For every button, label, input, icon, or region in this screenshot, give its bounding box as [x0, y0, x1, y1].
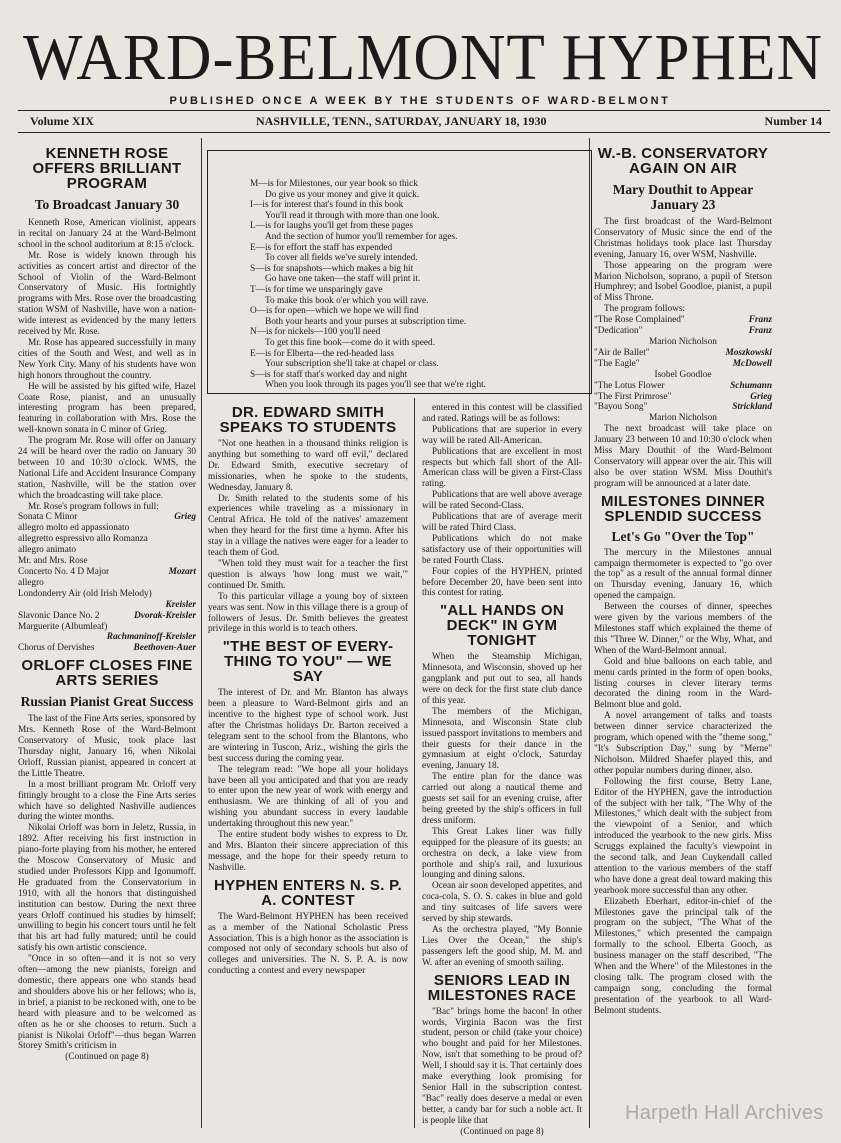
article-body: [18, 218, 196, 512]
column-2: [208, 405, 408, 977]
paragraph: Mr. Rose's program follows in full:: [28, 501, 159, 512]
program-piece: "Air de Ballet": [594, 347, 650, 358]
program-item: Isobel Goodloe: [654, 369, 712, 380]
headline: ORLOFF CLOSES FINE ARTS SERIES: [21, 657, 193, 690]
program-item: [18, 632, 196, 643]
program-piece: allegro molto ed appassionato: [18, 523, 130, 534]
paragraph: Dr. Smith related to the students some of his experiences while traveling as a missionary in Central Africa. He told of the natives' amazement when they heard for the first time a hymn. After his stay in a village the natives were eager for a leader to teach them of God.: [208, 493, 408, 559]
program-item: [594, 348, 772, 359]
paragraph: The interest of Dr. and Mr. Blanton has always been a pleasure to Ward-Belmont girls and an incentive to the highest type of school work. Just after the Christmas holidays Dr. Barton received a telegram sent to the school from the Blantons, who are wintering in Tuscon, Ariz., wishing the girls the best success during the coming year.: [208, 688, 408, 764]
article-body: [594, 217, 772, 315]
acrostic-line: Go have one taken—the staff will print it.: [265, 274, 421, 285]
program-piece: allegro: [18, 577, 44, 588]
paragraph: The next broadcast will take place on January 23 between 10 and 10:30 o'clock when Miss Mary Douthit of the Ward-Belmont Conservatory will appear over the air. This will also be over station WSM. Miss Douthit's program will be announced at a later date.: [594, 424, 772, 489]
paragraph: The entire student body wishes to express to Dr. and Mrs. Blanton their sincere appreciation of this message, and the hope for their speedy return to Nashville.: [208, 830, 408, 873]
article-body: [594, 424, 772, 489]
paragraph: As the orchestra played, "My Bonnie Lies Over the Ocean," the ship's passengers left the good ship, M. M. and W. after an evening of smooth sailing.: [422, 924, 582, 968]
paragraph: The mercury in the Milestones annual campaign thermometer is expected to "go over the top" as a result of the annual formal dinner on Thursday evening, January 16, which opened the campaign.: [594, 547, 772, 602]
acrostic-line: L—is for laughs you'll get from these pages: [250, 221, 414, 232]
subheadline: Let's Go "Over the Top": [611, 528, 755, 544]
paragraph: Four copies of the HYPHEN, printed before December 20, have been sent into this contest for rating.: [422, 566, 582, 599]
program-item: [18, 578, 196, 589]
top-rule: [18, 110, 830, 111]
program-composer: Rachmaninoff-Kreisler: [106, 632, 196, 643]
paragraph: Publications that are of average merit will be rated Third Class.: [422, 512, 582, 533]
column-3: [422, 403, 582, 1137]
program-composer: Kreisler: [165, 599, 196, 610]
acrostic-line: Do give us your money and give it quick.: [265, 189, 420, 200]
article-body: [422, 1007, 582, 1127]
paragraph: Following the first course, Betty Lane, Editor of the HYPHEN, gave the introduction of the subject with her talk, "The Why of the Milestones," which dealt with the subject from the viewpoint of a Senior, and which introduced the yearbook to the new girls. Miss Scruggs explained the faculty's viewpoint in the second talk, and Jean Cuykendall called attention to the various members of the staff who have done a great deal toward making this yearbook more successful than any other.: [594, 776, 772, 896]
article-body: [422, 403, 582, 599]
acrostic-line: To cover all fields we've surely intended.: [265, 253, 418, 264]
paragraph: "Once in so often—and it is not so very often—among the new pianists, foreign and domestic, there appears one who stands head and shoulders above his or her fellows; who is, in brief, a pianist to be reckoned with, one to be heard with pleasure and to be welcomed as often as he or she chooses to return. Such a pianist is Nikolai Orloff"—thus began Warren Storey Smith's criticism in: [18, 954, 196, 1052]
paragraph: Gold and blue balloons on each table, and menu cards printed in the form of open books, listing courses in clever literary terms decorated the dining room in the Ward-Belmont blue and gold.: [594, 656, 772, 711]
paragraph: Mr. Rose is widely known through his activities as concert artist and director of the School of Violin of the Ward-Belmont Conservatory of Music. His fortnightly programs with Mrs. Rose over the broadcasting station WSM of Nashville, have won a nation-wide interest as evidenced by the many letters received by Mr. Rose.: [18, 250, 196, 338]
continued-note: (Continued on page 8): [460, 1126, 544, 1137]
program-piece: "The Lotus Flower: [594, 380, 665, 391]
acrostic-line: And the section of humor you'll remember for ages.: [265, 231, 458, 242]
program-piece: "The First Primrose": [594, 391, 672, 402]
program-piece: Sonata C Minor: [18, 512, 78, 523]
program-composer: Strickland: [732, 402, 772, 413]
program-piece: "The Eagle": [594, 358, 640, 369]
article-body: [208, 912, 408, 977]
program-piece: Mr. and Mrs. Rose: [18, 556, 88, 567]
milestones-acrostic: [250, 179, 580, 391]
program-item: [594, 315, 772, 326]
paragraph: Elizabeth Eberhart, editor-in-chief of the Milestones gave the principal talk of the program on the subject, "The What of the Milestones," which presented the campaign formally to the school. Elberta Gooch, as business manager on the staff described, "The When and the Where" of the Milestones in the closing talk. The program closed with the campaign song, concluding the formal presentation of the yearbook to all Ward-Belmont students.: [594, 896, 772, 1016]
article-body: [594, 548, 772, 1017]
program-piece: Slavonic Dance No. 2: [18, 610, 100, 621]
paragraph: Kenneth Rose, American violinist, appears in recital on January 24 at the Ward-Belmont school in the school auditorium at 8:15 o'clock.: [18, 218, 196, 250]
volume-label: Volume XIX: [30, 114, 94, 128]
headline: MILESTONES DINNER SPLENDID SUCCESS: [600, 492, 765, 525]
paragraph: This Great Lakes liner was fully equipped for the pleasure of its guests; an orchestra on deck, a lake view from porthole and ship's rail, and luxurious lounging and dining salons.: [422, 826, 582, 881]
program-piece: Chorus of Dervishes: [18, 643, 95, 654]
paragraph: "Not one heathen in a thousand thinks religion is anything but something to ward off evil," declared Dr. Edward Smith, executive secretary of missionaries, when he spoke to the students, Wednesday, January 8.: [208, 439, 408, 493]
headline: W.-B. CONSERVATORY AGAIN ON AIR: [597, 145, 769, 177]
acrostic-line: E—is for effort the staff has expended: [250, 242, 393, 253]
article-body: [208, 688, 408, 873]
paragraph: The program Mr. Rose will offer on January 24 will be heard over the radio on January 30 between 10 and 10:30 o'clock. WMS, the National Life and Accident Insurance Company station, Nashville, will be the station over which the broadcasting will take place.: [18, 436, 196, 501]
headline: SENIORS LEAD IN MILESTONES RACE: [427, 971, 577, 1004]
subheadline: To Broadcast January 30: [34, 197, 180, 212]
program-piece: allegro animato: [18, 545, 77, 556]
program-item: [18, 556, 196, 567]
headline: HYPHEN ENTERS N. S. P. A. CONTEST: [213, 876, 403, 909]
program-item: [18, 523, 196, 534]
paragraph: Mr. Rose has appeared successfully in many cities of the South and West, and well as in New York City. Many of his students have won high honors throughout the country.: [18, 337, 196, 381]
paragraph: "Bac" brings home the bacon! In other words, Virginia Bacon was the first student, person or child (take your choice) who bought and paid for her Milestones. Now, isn't that something to be proud of? Well, I should say it is. That certainly does make everything look promising for Senior Hall in the subscription contest. "Bac" really does deserve a medal or even better, a candy bar for such a noble act. It is people like that: [422, 1006, 582, 1126]
paragraph: Publications that are excellent in most respects but which fall short of the All-American class will be given a First-Class rating.: [422, 446, 582, 490]
paragraph: The program follows:: [604, 304, 686, 315]
column-divider: [414, 398, 415, 1128]
program-item: [18, 567, 196, 578]
program-piece: allegretto espressivo allo Romanza: [18, 534, 148, 545]
acrostic-line: To get this fine book—come do it with speed.: [265, 337, 436, 348]
program-composer: Franz: [748, 326, 772, 337]
program-item: [594, 359, 772, 370]
acrostic-line: S—is for snapshots—which makes a big hit: [250, 263, 414, 274]
paragraph: To this particular village a young boy of sixteen years was sent. Now in this village there is a group of followers of Jesus. Dr. Smith believes the greatest privilege in this world is to teach others.: [208, 591, 408, 635]
program-piece: "Dedication": [594, 326, 643, 337]
acrostic-line: S—is for staff that's worked day and night: [250, 369, 408, 380]
program-piece: "Bayou Song": [594, 402, 648, 413]
program-item: [18, 534, 196, 545]
subheadline: Mary Douthit to Appear January 23: [612, 182, 754, 212]
issue-info-line: [18, 114, 830, 130]
program-item: Marion Nicholson: [649, 336, 717, 347]
acrostic-line: M—is for Milestones, our year book so thick: [250, 179, 418, 189]
column-divider: [201, 138, 202, 1128]
masthead-title: WARD-BELMONT HYPHEN: [22, 20, 824, 94]
program-item: [18, 545, 196, 556]
program-piece: Londonderry Air (old Irish Melody): [18, 588, 152, 599]
program-composer: Beethoven-Auer: [133, 643, 196, 654]
program-item: [18, 589, 196, 600]
paragraph: The Ward-Belmont HYPHEN has been received as a member of the National Scholastic Press Association. This is a high honor as the association is composed not only of secondary schools but also of colleges and universities. The N. S. P. A. is now conducting a contest and every newspaper: [208, 911, 408, 977]
program-item: [18, 512, 196, 523]
date-line: NASHVILLE, TENN., SATURDAY, JANUARY 18, 1930: [256, 114, 547, 128]
acrostic-line: Both your hearts and your purses at subscription time.: [265, 316, 467, 327]
paragraph: The entire plan for the dance was carried out along a nautical theme and guests set sail for an evening cruise, after being greeted by the ship's officers in full dress uniform.: [422, 772, 582, 826]
acrostic-line: T—is for time we unsparingly gave: [250, 284, 383, 295]
paragraph: The members of the Michigan, Minnesota, and Wisconsin State club issued passport invitations to members and their guests for their dance in the gymnasium at eight o'clock, Saturday evening, January 18.: [422, 706, 582, 772]
paragraph: Those appearing on the program were Marion Nicholson, soprano, a pupil of Stetson Humphrey; and Isobel Goodloe, pianist, a pupil of Miss Throne.: [594, 260, 772, 304]
headline: DR. EDWARD SMITH SPEAKS TO STUDENTS: [219, 404, 397, 436]
program-piece: "The Rose Complained": [594, 315, 685, 326]
acrostic-line: E—is for Elberta—the red-headed lass: [250, 348, 395, 359]
program-list: [18, 512, 196, 654]
program-item: [18, 600, 196, 611]
program-piece: Concerto No. 4 D Major: [18, 567, 110, 577]
program-composer: Schumann: [730, 380, 772, 391]
acrostic-line: When you look through its pages you'll see that we're right.: [265, 380, 487, 391]
number-label: Number 14: [764, 114, 822, 128]
program-composer: Mozart: [168, 567, 196, 577]
program-item: Marion Nicholson: [649, 413, 717, 424]
program-item: [594, 381, 772, 392]
paragraph: Publications that are well above average will be rated Second-Class.: [422, 490, 582, 512]
paragraph: The first broadcast of the Ward-Belmont Conservatory of Music since the end of the Christmas holidays took place last Thursday evening, January 16, over WSM, Nashville.: [594, 217, 772, 260]
program-item: [594, 402, 772, 413]
paragraph: A novel arrangement of talks and toasts between dinner service characterized the program, which opened with the "theme song," "It's Subscription Day," sung by "Merne" Nicholson. Mildred Shaefer played this, and other popular numbers during dinner, also.: [594, 711, 772, 776]
paragraph: Ocean air soon developed appetites, and coca-cola, S. O. S. cakes in blue and gold and tiny suitcases of life savers were served by ship stewards.: [422, 881, 582, 925]
paragraph: Nikolai Orloff was born in Jeletz, Russia, in 1892. After receiving his first instruction in piano-forte playing from his mother, he entered the Moscow Conservatory of Music and studied under Professors Kipp and Igonumoff. He graduated from the Conservatorium in 1910, with all the honors that distinguished institution can bestow. During the next three years Orloff continued his studies by himself; unwilling to begin his concert tours until he felt that his art had fully matured; until he could satisfy his own artistic conscience.: [18, 823, 196, 954]
archive-watermark: Harpeth Hall Archives: [625, 1102, 824, 1124]
column-4: [594, 146, 772, 1017]
acrostic-line: O—is for open—which we hope we will find: [250, 306, 419, 317]
acrostic-line: To make this book o'er which you will rave.: [265, 295, 429, 306]
paragraph: Publications which do not make satisfactory use of their opportunities will be rated Fourth Class.: [422, 533, 582, 566]
column-1: [18, 146, 196, 1063]
headline: "ALL HANDS ON DECK" IN GYM TONIGHT: [439, 602, 565, 650]
masthead-subtitle: PUBLISHED ONCE A WEEK BY THE STUDENTS OF WARD-BELMONT: [169, 95, 671, 107]
paragraph: In a most brilliant program Mr. Orloff very fittingly brought to a close the Fine Arts series which have so delighted Nashville audiences during the winter months.: [18, 779, 196, 823]
program-piece: Marguerite (Albumleaf): [18, 621, 108, 632]
program-composer: McDowell: [732, 358, 772, 369]
program-composer: Franz: [748, 315, 772, 326]
program-item: [18, 611, 196, 622]
program-item: [18, 622, 196, 633]
acrostic-line: I—is for interest that's found in this book: [250, 200, 404, 211]
paragraph: The last of the Fine Arts series, sponsored by Mrs. Kenneth Rose of the Ward-Belmont Conservatory of Music, took place last Thursday night, January 16, when Nikolai Orloff, Russian pianist, appeared in concert at the Little Theatre.: [18, 714, 196, 779]
article-body: [18, 714, 196, 1052]
subheadline: Russian Pianist Great Success: [20, 694, 194, 710]
paragraph: "When told they must wait for a teacher the first question is always 'how long must we wait,'" continued Dr. Smith.: [208, 558, 408, 591]
acrostic-line: Your subscription she'll take at chapel or class.: [265, 359, 439, 370]
bottom-rule: [18, 132, 830, 133]
paragraph: He will be assisted by his gifted wife, Hazel Coate Rose, pianist, and an unusually interesting program has been prepared, featuring in collaboration with Mrs. Rose the well-known sonata in C minor of Grieg.: [18, 381, 196, 436]
paragraph: Publications that are superior in every way will be rated All-American.: [422, 424, 582, 446]
paragraph: Between the courses of dinner, speeches were given by the various members of the Milestones staff which explained the theme of this "Three W. Dinner," or the Why, What, and When of the Ward-Belmont annual.: [594, 602, 772, 656]
program-composer: Grieg: [174, 512, 196, 523]
program-composer: Grieg: [750, 391, 772, 402]
program-composer: Moszkowski: [725, 347, 772, 358]
paragraph: When the Steamship Michigan, Minnesota, and Wisconsin, shoved up her gangplank and put out to sea, all hands were on deck for the first state club dance of this year.: [422, 652, 582, 706]
headline: KENNETH ROSE OFFERS BRILLIANT PROGRAM: [32, 145, 182, 192]
program-item: [594, 392, 772, 403]
program-item: [594, 326, 772, 337]
program-composer: Dvorak-Kreisler: [134, 610, 196, 621]
article-body: [208, 439, 408, 635]
article-body: [422, 652, 582, 968]
program-list: [594, 315, 772, 424]
paragraph: entered in this contest will be classified and rated. Ratings will be as follows:: [422, 403, 582, 424]
program-item: [18, 643, 196, 654]
headline: "THE BEST OF EVERY-THING TO YOU" — WE SAY: [222, 638, 394, 686]
acrostic-line: N—is for nickels—100 you'll need: [250, 327, 381, 338]
paragraph: The telegram read: "We hope all your holidays have been all you anticipated and that you are ready to enter upon the new year of work with energy and enthusiasm. We are thinking of all of you and wishing you abundant success in every laudable undertaking throughout this new year.": [208, 764, 408, 830]
continued-note: (Continued on page 8): [65, 1052, 149, 1063]
acrostic-line: You'll read it through with more than one look.: [265, 210, 440, 221]
